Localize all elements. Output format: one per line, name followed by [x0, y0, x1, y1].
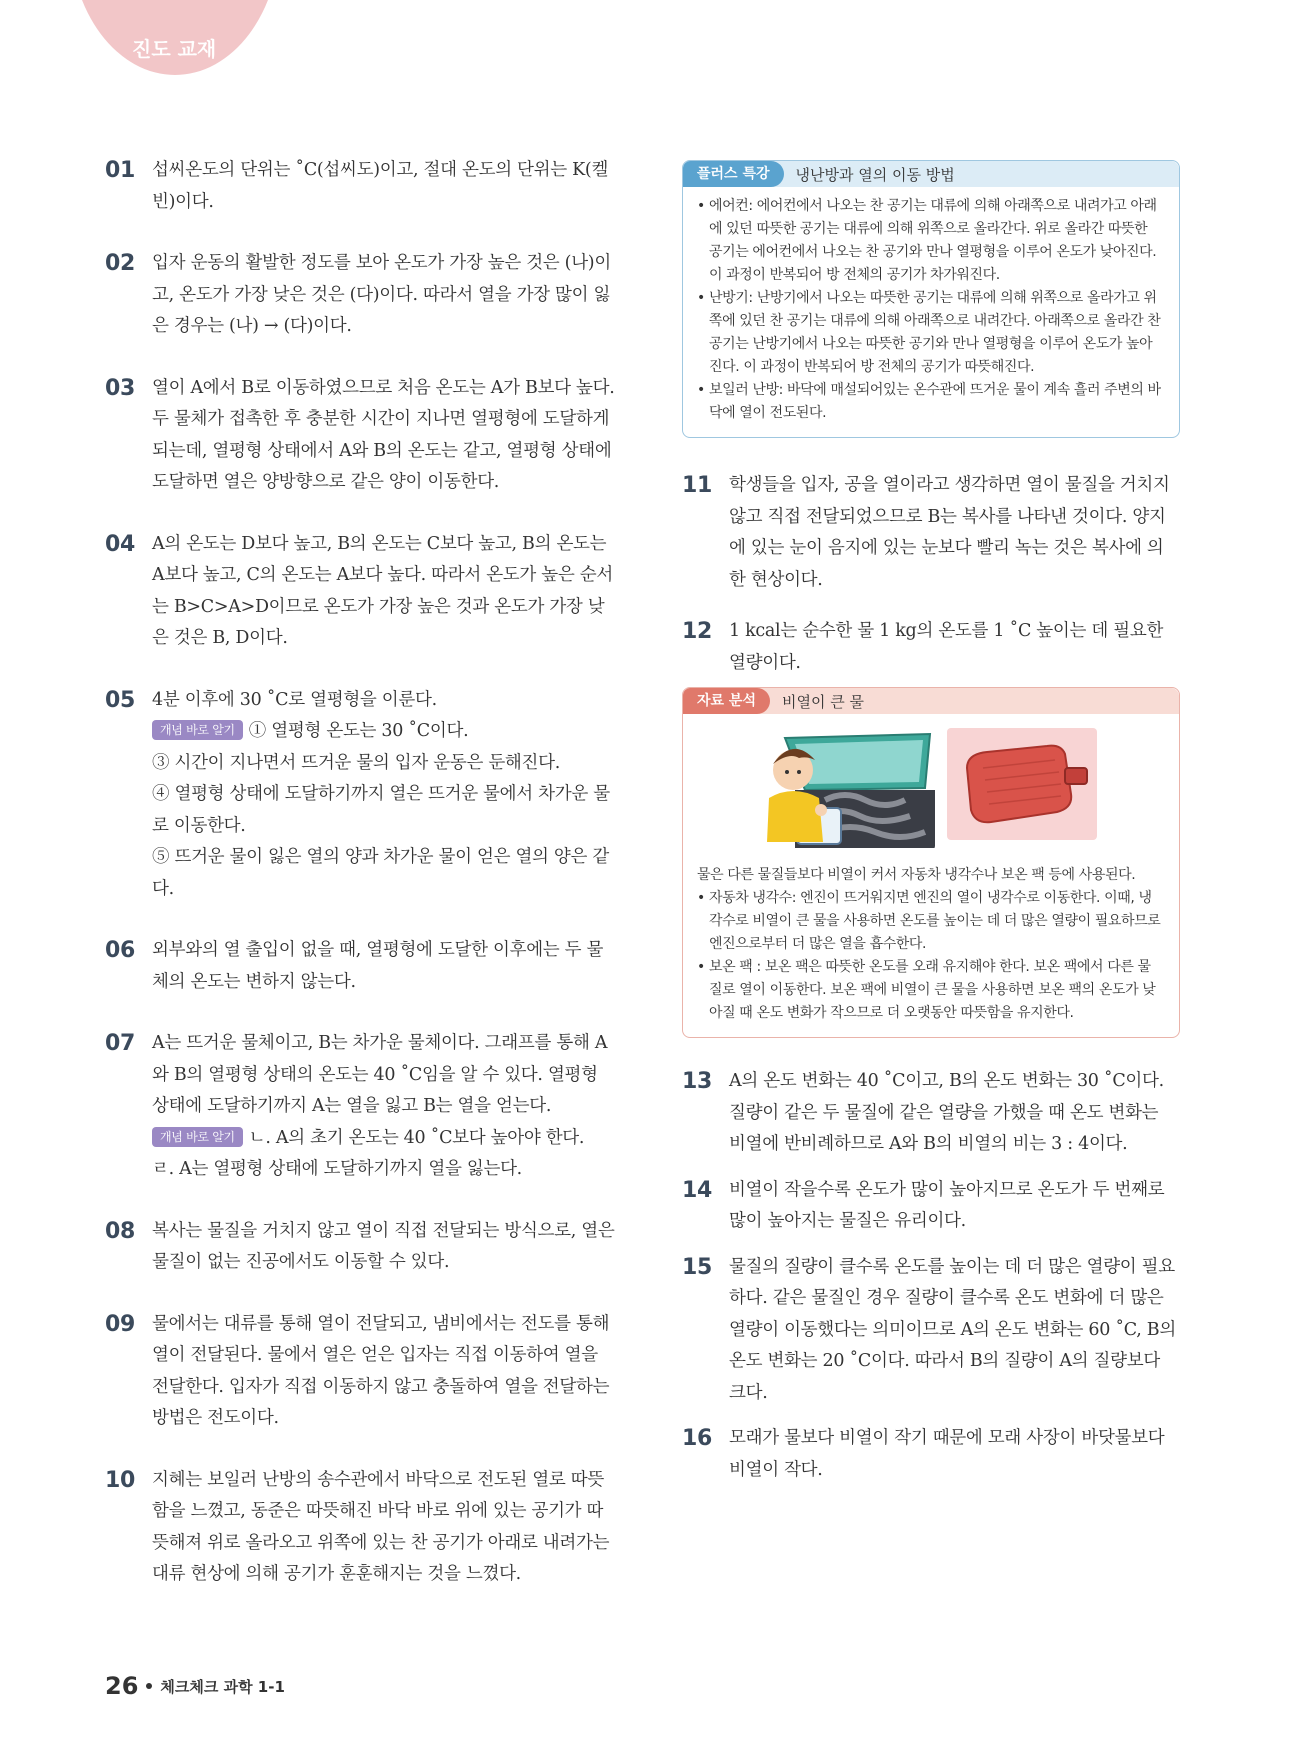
concept-line [152, 716, 617, 748]
item-text: A는 뜨거운 물체이고, B는 차가운 물체이다. 그래프를 통해 A와 B의 열평형 상태의 온도는 40 ˚C임을 알 수 있다. 열평형 상태에 도달하기까지 A는 열을 잃고 B는 열을 얻는다. [152, 1033, 608, 1116]
item-text: 물에서는 대류를 통해 열이 전달되고, 냄비에서는 전도를 통해 열이 전달된다. 물에서 열은 얻은 입자는 직접 이동하여 열을 전달한다. 입자가 직접 이동하지 않고 충돌하여 열을 전달하는 방법은 전도이다. [152, 1313, 610, 1428]
item-number: 05 [105, 687, 136, 713]
item-text: 물질의 질량이 클수록 온도를 높이는 데 더 많은 열량이 필요하다. 같은 물질인 경우 질량이 클수록 온도 변화에 더 많은 열량이 이동했다는 의미이므로 A의 온도 변화는 60 ˚C, B의 온도 변화는 20 ˚C이다. 따라서 B의 질량이 A의 질량보다 크다. [729, 1256, 1176, 1403]
concept-extra: ④ 열평형 상태에 도달하기까지 열은 뜨거운 물에서 차가운 물로 이동한다. [152, 784, 610, 836]
item-number: 16 [682, 1426, 713, 1451]
item-number: 12 [682, 619, 713, 644]
item-number: 15 [682, 1254, 713, 1280]
concept-extra: ③ 시간이 지나면서 뜨거운 물의 입자 운동은 둔해진다. [152, 752, 561, 773]
data-box-body [683, 856, 1179, 1037]
item-number: 07 [105, 1031, 136, 1056]
answer-item-06 [105, 935, 617, 998]
item-number: 08 [105, 1218, 136, 1244]
item-text: 학생들을 입자, 공을 열이라고 생각하면 열이 물질을 거치지 않고 직접 전달되었으므로 B는 복사를 나타낸 것이다. 양지에 있는 눈이 음지에 있는 눈보다 빨리 녹는 것은 복사에 의한 현상이다. [729, 475, 1170, 590]
answer-item-15 [682, 1252, 1180, 1410]
concept-text: ㄴ. A의 초기 온도는 40 ˚C보다 높아야 한다. [248, 1127, 585, 1148]
item-text: 외부와의 열 출입이 없을 때, 열평형에 도달한 이후에는 두 물체의 온도는 변하지 않는다. [152, 940, 604, 992]
item-number: 04 [105, 531, 136, 557]
car-coolant-illustration [765, 728, 935, 850]
answer-item-02 [105, 248, 617, 343]
item-number: 03 [105, 375, 136, 401]
item-text: A의 온도 변화는 40 ˚C이고, B의 온도 변화는 30 ˚C이다. 질량이 같은 두 물질에 같은 열량을 가했을 때 온도 변화는 비열에 반비례하므로 A와 B의 비열의 비는 3 : 4이다. [729, 1071, 1164, 1154]
item-number: 14 [682, 1177, 713, 1203]
plus-bullet: • 난방기: 난방기에서 나오는 따뜻한 공기는 대류에 의해 위쪽으로 올라가고 위쪽에 있던 찬 공기는 대류에 의해 아래쪽으로 내려간다. 아래쪽으로 올라간 찬 공기는 난방기에서 나오는 따뜻한 공기와 만나 열평형을 이루어 온도가 높아진다. 이 과정이 반복되어 방 전체의 공기가 따뜻해진다. [697, 287, 1163, 379]
answer-item-08 [105, 1216, 617, 1279]
plus-box-title: 냉난방과 열의 이동 방법 [795, 165, 955, 184]
right-column [682, 160, 1180, 1486]
item-text: A의 온도는 D보다 높고, B의 온도는 C보다 높고, B의 온도는 A보다 높고, C의 온도는 A보다 높다. 따라서 온도가 높은 순서는 B>C>A>D이므로 온도가 가장 높은 것과 온도가 가장 낮은 것은 B, D이다. [152, 533, 613, 648]
item-number: 13 [682, 1069, 713, 1094]
data-bullet: • 자동차 냉각수: 엔진이 뜨거워지면 엔진의 열이 냉각수로 이동한다. 이때, 냉각수로 비열이 큰 물을 사용하면 온도를 높이는 데 더 많은 열량이 필요하므로 엔진으로부터 더 많은 열을 흡수한다. [697, 887, 1163, 956]
concept-extra: ㄹ. A는 열평형 상태에 도달하기까지 열을 잃는다. [152, 1159, 522, 1179]
item-text: 복사는 물질을 거치지 않고 열이 직접 전달되는 방식으로, 열은 물질이 없는 진공에서도 이동할 수 있다. [152, 1220, 615, 1272]
footer-dot [146, 1683, 152, 1689]
plus-box-body [683, 187, 1179, 437]
book-title: 체크체크 과학 1-1 [160, 1677, 285, 1696]
plus-bullet: • 보일러 난방: 바닥에 매설되어있는 온수관에 뜨거운 물이 계속 흘러 주변의 바닥에 열이 전도된다. [697, 379, 1163, 425]
item-text: 4분 이후에 30 ˚C로 열평형을 이룬다. [152, 689, 437, 710]
item-number: 06 [105, 938, 136, 963]
answer-item-09 [105, 1309, 617, 1435]
item-number: 11 [682, 473, 713, 498]
item-text: 모래가 물보다 비열이 작기 때문에 모래 사장이 바닷물보다 비열이 작다. [729, 1428, 1165, 1480]
plus-box-header [683, 161, 1179, 187]
hot-water-bag-illustration [947, 728, 1097, 840]
page-footer [105, 1672, 285, 1700]
illustration-row [683, 714, 1179, 856]
plus-bullet: • 에어컨: 에어컨에서 나오는 찬 공기는 대류에 의해 아래쪽으로 내려가고 아래에 있던 따뜻한 공기는 대류에 의해 위쪽으로 올라간다. 위로 올라간 따뜻한 공기는 에어컨에서 나오는 찬 공기와 만나 열평형을 이루어 온도가 낮아진다. 이 과정이 반복되어 방 전체의 공기가 차가워진다. [697, 195, 1163, 287]
plus-box-tag: 플러스 특강 [683, 161, 784, 187]
item-number: 02 [105, 251, 136, 276]
data-analysis-box [682, 687, 1180, 1038]
answer-item-11 [682, 470, 1180, 596]
answer-item-10 [105, 1465, 617, 1591]
concept-extra: ⑤ 뜨거운 물이 잃은 열의 양과 차가운 물이 얻은 열의 양은 같다. [152, 847, 610, 899]
item-number: 01 [105, 158, 136, 183]
answer-item-03 [105, 373, 617, 499]
concept-badge: 개념 바로 알기 [152, 1127, 243, 1147]
answer-item-16 [682, 1423, 1180, 1486]
answer-item-05 [105, 685, 617, 906]
data-bullet: • 보온 팩 : 보온 팩은 따뜻한 온도를 오래 유지해야 한다. 보온 팩에서 다른 물질로 열이 이동한다. 보온 팩에 비열이 큰 물을 사용하면 보온 팩의 온도가 낮아질 때 온도 변화가 작으므로 더 오랫동안 따뜻함을 유지한다. [697, 956, 1163, 1025]
concept-text: ① 열평형 온도는 30 ˚C이다. [248, 721, 469, 741]
answer-item-07 [105, 1028, 617, 1186]
data-box-tag: 자료 분석 [683, 688, 770, 714]
item-number: 09 [105, 1311, 136, 1337]
answer-item-01 [105, 155, 617, 218]
item-text: 입자 운동의 활발한 정도를 보아 온도가 가장 높은 것은 (나)이고, 온도가 가장 낮은 것은 (다)이다. 따라서 열을 가장 많이 잃은 경우는 (나) → (다)이다. [152, 253, 611, 336]
answer-item-12 [682, 616, 1180, 679]
concept-badge: 개념 바로 알기 [152, 720, 243, 740]
item-text: 1 kcal는 순수한 물 1 kg의 온도를 1 ˚C 높이는 데 필요한 열량이다. [729, 621, 1164, 673]
concept-line [152, 1123, 617, 1155]
item-text: 열이 A에서 B로 이동하였으므로 처음 온도는 A가 B보다 높다. 두 물체가 접촉한 후 충분한 시간이 지나면 열평형에 도달하게 되는데, 열평형 상태에서 A와 B의 온도는 같고, 열평형 상태에 도달하면 열은 양방향으로 같은 양이 이동한다. [152, 377, 615, 492]
page-number: 26 [105, 1672, 139, 1700]
data-intro: 물은 다른 물질들보다 비열이 커서 자동차 냉각수나 보온 팩 등에 사용된다. [697, 867, 1136, 883]
data-box-header [683, 688, 1179, 714]
item-number: 10 [105, 1467, 136, 1493]
item-text: 섭씨온도의 단위는 ˚C(섭씨도)이고, 절대 온도의 단위는 K(켈빈)이다. [152, 160, 609, 212]
answer-item-14 [682, 1175, 1180, 1238]
plus-lecture-box [682, 160, 1180, 438]
item-text: 지혜는 보일러 난방의 송수관에서 바닥으로 전도된 열로 따뜻함을 느꼈고, 동준은 따뜻해진 바닥 바로 위에 있는 공기가 따뜻해져 위로 올라오고 위쪽에 있는 찬 공기가 아래로 내려가는 대류 현상에 의해 공기가 훈훈해지는 것을 느꼈다. [152, 1469, 610, 1584]
left-column [105, 155, 617, 1591]
data-box-title: 비열이 큰 물 [781, 692, 864, 711]
item-text: 비열이 작을수록 온도가 많이 높아지므로 온도가 두 번째로 많이 높아지는 물질은 유리이다. [729, 1179, 1165, 1231]
answer-item-04 [105, 529, 617, 655]
answer-item-13 [682, 1066, 1180, 1161]
section-tab-label: 진도 교재 [132, 37, 217, 61]
